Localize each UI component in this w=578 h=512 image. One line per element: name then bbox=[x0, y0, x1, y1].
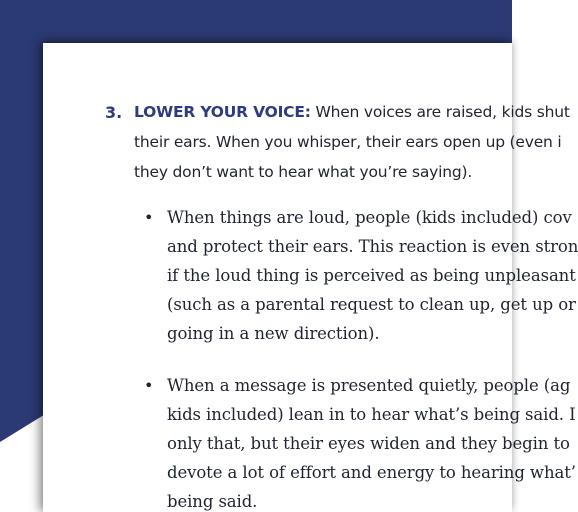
item-line-1-text: When voices are raised, kids shut bbox=[310, 103, 570, 121]
bullet-2-line-2: kids included) lean in to hear what’s being said. I bbox=[167, 405, 576, 424]
item-line-2: their ears. When you whisper, their ears open up (even i bbox=[134, 133, 562, 151]
item-heading: LOWER YOUR VOICE: bbox=[134, 103, 311, 121]
page-content bbox=[43, 43, 578, 512]
item-line-1 bbox=[134, 103, 570, 121]
item-line-3: they don’t want to hear what you’re saying). bbox=[134, 163, 473, 181]
document-page bbox=[43, 43, 578, 512]
bullet-2-line-3: only that, but their eyes widen and they begin to bbox=[167, 434, 570, 453]
bullet-1-line-2: and protect their ears. This reaction is even stron bbox=[167, 237, 578, 256]
bullet-symbol-2: • bbox=[144, 376, 154, 395]
bullet-2-line-5: being said. bbox=[167, 492, 258, 511]
bullet-1-line-1: When things are loud, people (kids included) cov bbox=[167, 208, 572, 227]
item-number: 3. bbox=[105, 103, 123, 122]
bullet-2-line-1: When a message is presented quietly, people (ag bbox=[167, 376, 571, 395]
bullet-1-line-4: (such as a parental request to clean up, get up or bbox=[167, 295, 576, 314]
bullet-1-line-5: going in a new direction). bbox=[167, 324, 380, 343]
bullet-2-line-4: devote a lot of effort and energy to hearing what’ bbox=[167, 463, 576, 482]
bullet-symbol-1: • bbox=[144, 208, 154, 227]
bullet-1-line-3: if the loud thing is perceived as being unpleasant bbox=[167, 266, 576, 285]
